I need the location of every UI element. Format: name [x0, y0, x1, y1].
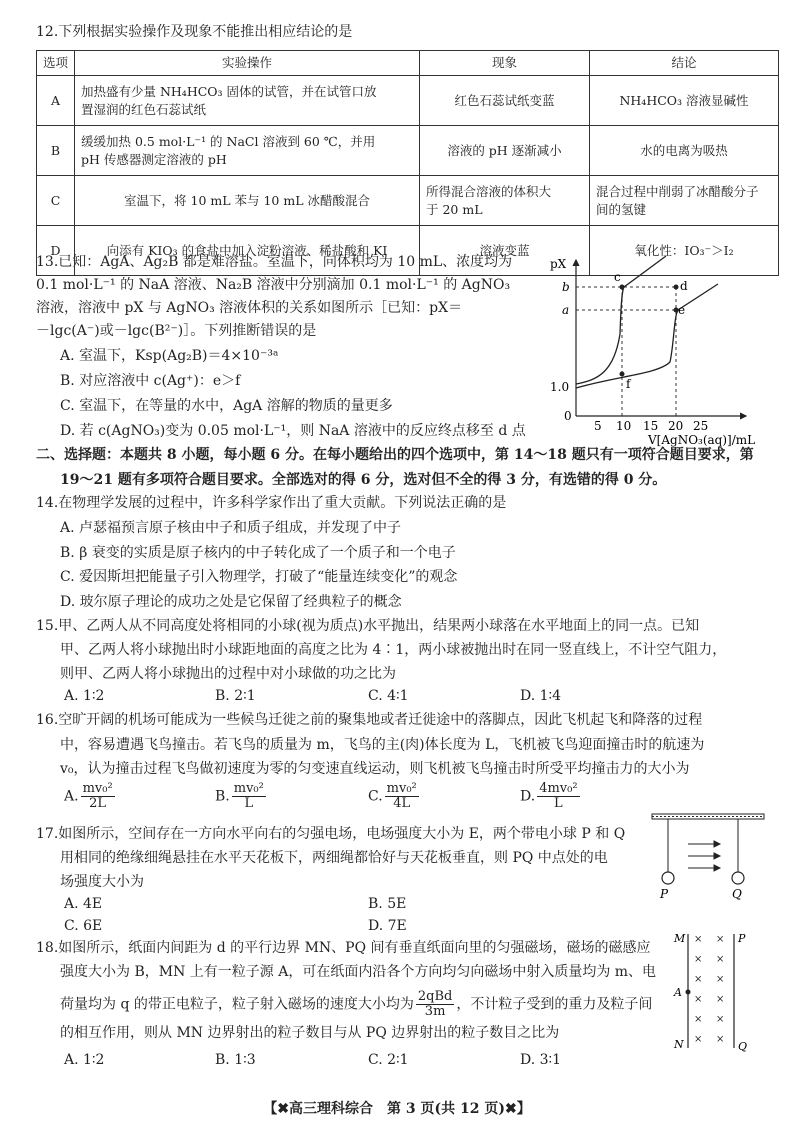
q16-line2: 中，容易遭遇飞鸟撞击。若飞鸟的质量为 m，飞鸟的主(肉)体长度为 L，飞机被飞鸟迎面撞击时的航速为	[60, 737, 705, 753]
label-p: P	[660, 887, 669, 900]
svg-text:×: ×	[694, 954, 703, 965]
q15-option-d: D. 1∶4	[520, 688, 562, 704]
q13-line2: 0.1 mol·L⁻¹ 的 NaA 溶液、Na₂B 溶液中分别滴加 0.1 mol·L⁻¹ 的 AgNO₃	[36, 277, 511, 293]
option-letter: D.	[520, 788, 536, 805]
row-conclusion	[590, 126, 779, 176]
label-p: P	[738, 932, 746, 945]
svg-text:×: ×	[716, 1014, 725, 1025]
table-header-row	[37, 51, 779, 76]
op-line1: 加热盛有少量 NH₄HCO₃ 固体的试管，并在试管口放	[81, 83, 377, 99]
header-conclusion: 结论	[590, 51, 779, 76]
q17-option-d: D. 7E	[368, 918, 407, 934]
q17-figure	[650, 812, 770, 900]
svg-text:×: ×	[716, 934, 725, 945]
numerator: 4mv₀²	[539, 781, 578, 796]
q17-option-b: B. 5E	[368, 896, 407, 912]
row-conclusion	[590, 176, 779, 226]
q16-option-b	[215, 782, 268, 811]
q13-option-b: B. 对应溶液中 c(Ag⁺)：e＞f	[60, 373, 241, 389]
header-option: 选项	[37, 51, 75, 76]
q15-line1: 15.甲、乙两人从不同高度处将相同的小球(视为质点)水平抛出，结果两小球落在水平地面上的同一点。已知	[36, 618, 700, 634]
q17-option-c: C. 6E	[64, 918, 103, 934]
svg-text:×: ×	[716, 1034, 725, 1045]
q18-line2: 强度大小为 B，MN 上有一粒子源 A，可在纸面内沿各个方向均匀向磁场中射入质量均为 m、电	[60, 964, 657, 980]
row-option: D	[37, 226, 75, 276]
y-tick-a: a	[562, 303, 570, 317]
label-n: N	[674, 1038, 684, 1051]
ball-q	[732, 872, 744, 884]
y-tick-b: b	[562, 280, 570, 294]
label-f: f	[626, 377, 631, 391]
q15-option-c: C. 4∶1	[368, 688, 409, 704]
numerator: mv₀²	[233, 781, 264, 796]
op-line1: 缓缓加热 0.5 mol·L⁻¹ 的 NaCl 溶液到 60 ℃，并用	[81, 133, 376, 149]
denominator: 3m	[424, 1004, 446, 1019]
row-option: B	[37, 126, 75, 176]
op-line2: pH 传感器测定溶液的 pH	[81, 151, 227, 167]
x-tick-25: 25	[693, 419, 709, 433]
source-a	[686, 990, 691, 995]
y-axis-label: pX	[550, 257, 567, 271]
q16-line3: v₀，认为撞击过程飞鸟做初速度为零的匀变速直线运动，则飞机被飞鸟撞击时所受平均撞击力的大小为	[60, 761, 690, 777]
q13-option-d: D. 若 c(AgNO₃)变为 0.05 mol·L⁻¹，则 NaA 溶液中的反应终点移至 d 点	[60, 423, 526, 439]
q17-line2: 用相同的绝缘细绳悬挂在水平天花板下，两细绳都恰好与天花板垂直，则 PQ 中点处的电	[60, 850, 608, 866]
svg-text:×: ×	[694, 934, 703, 945]
q13-line1: 13.已知：AgA、Ag₂B 都是难溶盐。室温下，向体积均为 10 mL、浓度均为	[36, 254, 513, 270]
denominator: L	[244, 796, 254, 811]
denominator: 4L	[393, 796, 411, 811]
phen-line1: 红色石蕊试纸变蓝	[454, 92, 555, 108]
svg-text:×: ×	[716, 994, 725, 1005]
page-footer: 【✖高三理科综合 第 3 页(共 12 页)✖】	[263, 1101, 531, 1117]
row-operation	[75, 176, 420, 226]
conc-line1: 氧化性：IO₃⁻＞I₂	[634, 242, 734, 258]
numerator: mv₀²	[386, 781, 417, 796]
row-phenomenon	[420, 176, 590, 226]
label-a: A	[674, 986, 682, 999]
text-segment: 荷量均为 q 的带正电粒子，粒子射入磁场的速度大小均为	[60, 996, 414, 1013]
conc-line1: NH₄HCO₃ 溶液显碱性	[619, 92, 749, 108]
fraction	[81, 782, 115, 811]
op-line2: 置湿润的红色石蕊试纸	[81, 101, 207, 117]
q16-option-d	[520, 782, 582, 811]
q14-option-a: A. 卢瑟福预言原子核由中子和质子组成，并发现了中子	[60, 520, 402, 536]
x-tick-10: 10	[616, 419, 632, 433]
svg-text:×: ×	[716, 954, 725, 965]
q15-line2: 甲、乙两人将小球抛出时小球距地面的高度之比为 4∶1，两小球被抛出时在同一竖直线上，不计空气阻力，	[60, 642, 727, 658]
op-line1: 室温下，将 10 mL 苯与 10 mL 冰醋酸混合	[124, 192, 370, 208]
q14-option-d: D. 玻尔原子理论的成功之处是它保留了经典粒子的概念	[60, 594, 402, 610]
x-axis-label: V[AgNO₃(aq)]/mL	[648, 433, 756, 447]
q18-option-a: A. 1∶2	[64, 1052, 105, 1068]
header-operation: 实验操作	[75, 51, 420, 76]
phen-line1: 溶液变蓝	[479, 242, 530, 258]
svg-text:×: ×	[694, 1014, 703, 1025]
option-letter: C.	[368, 788, 383, 805]
denominator: 2L	[89, 796, 107, 811]
phen-line1: 溶液的 pH 逐渐减小	[447, 142, 562, 158]
x-tick-15: 15	[643, 419, 659, 433]
q14-option-b: B. β 衰变的实质是原子核内的中子转化成了一个质子和一个电子	[60, 545, 456, 561]
label-q: Q	[732, 887, 742, 900]
table-row	[37, 126, 779, 176]
q15-option-a: A. 1∶2	[64, 688, 105, 704]
phen-line2: 于 20 mL	[426, 201, 483, 217]
q12-table	[36, 50, 779, 276]
x-tick-20: 20	[668, 419, 684, 433]
curve-na2b	[576, 284, 718, 388]
q13-line3: 溶液，溶液中 pX 与 AgNO₃ 溶液体积的关系如图所示［已知：pX＝	[36, 300, 463, 316]
q15-line3: 则甲、乙两人将小球抛出的过程中对小球做的功之比为	[60, 666, 396, 682]
section-title-line2: 19～21 题有多项符合题目要求。全部选对的得 6 分，选对但不全的得 3 分，有选错的得 0 分。	[60, 472, 667, 488]
q18-line1: 18.如图所示，纸面内间距为 d 的平行边界 MN、PQ 间有垂直纸面向里的匀强磁场，磁场的磁感应	[36, 940, 651, 956]
fraction	[385, 782, 419, 811]
x-tick-5: 5	[594, 419, 602, 433]
table-row	[37, 76, 779, 126]
numerator: mv₀²	[82, 781, 113, 796]
text-segment: ，不计粒子受到的重力及粒子间	[456, 996, 653, 1013]
label-d: d	[680, 279, 688, 293]
q18-line3	[60, 990, 652, 1019]
svg-text:×: ×	[694, 974, 703, 985]
numerator: 2qBd	[417, 989, 453, 1004]
q18-figure	[670, 930, 750, 1054]
q18-option-c: C. 2∶1	[368, 1052, 409, 1068]
header-phenomenon: 现象	[420, 51, 590, 76]
option-letter: A.	[64, 788, 79, 805]
curve-naa	[576, 256, 666, 384]
q13-chart	[548, 254, 788, 450]
option-letter: B.	[215, 788, 230, 805]
label-e: e	[678, 303, 686, 317]
y-tick-1: 1.0	[550, 380, 570, 394]
label-m: M	[674, 932, 686, 945]
label-c: c	[614, 270, 621, 284]
conc-line1: 水的电离为吸热	[640, 142, 728, 158]
q17-option-a: A. 4E	[64, 896, 103, 912]
fraction	[537, 782, 579, 811]
phen-line1: 所得混合溶液的体积大	[426, 183, 552, 199]
q18-line4: 的相互作用，则从 MN 边界射出的粒子数目与从 PQ 边界射出的粒子数目之比为	[60, 1025, 560, 1041]
point-c	[620, 285, 625, 290]
field-crosses	[694, 934, 724, 1045]
q17-line3: 场强度大小为	[60, 874, 144, 890]
label-q: Q	[738, 1040, 748, 1053]
q16-line1: 16.空旷开阔的机场可能成为一些候鸟迁徙之前的聚集地或者迁徙途中的落脚点，因此飞机起飞和降落的过程	[36, 712, 703, 728]
svg-text:×: ×	[694, 1034, 703, 1045]
svg-text:×: ×	[716, 974, 725, 985]
point-f	[620, 372, 625, 377]
q13-option-a: A. 室温下，Ksp(Ag₂B)＝4×10⁻³ᵃ	[60, 348, 279, 364]
denominator: L	[554, 796, 563, 811]
q18-option-d: D. 3∶1	[520, 1052, 562, 1068]
row-phenomenon	[420, 126, 590, 176]
q17-line1: 17.如图所示，空间存在一方向水平向右的匀强电场，电场强度大小为 E，两个带电小球 P 和 Q	[36, 826, 626, 842]
fraction	[416, 990, 454, 1019]
q14-stem: 14.在物理学发展的过程中，许多科学家作出了重大贡献。下列说法正确的是	[36, 495, 507, 511]
field-arrows	[688, 841, 720, 871]
q12-stem: 12.下列根据实验操作及现象不能推出相应结论的是	[36, 24, 353, 40]
op-line1: 向添有 KIO₃ 的食盐中加入淀粉溶液、稀盐酸和 KI	[106, 242, 388, 258]
svg-text:×: ×	[694, 994, 703, 1005]
row-option: C	[37, 176, 75, 226]
q15-option-b: B. 2∶1	[215, 688, 256, 704]
ball-p	[662, 872, 674, 884]
row-conclusion	[590, 76, 779, 126]
row-option: A	[37, 76, 75, 126]
row-operation	[75, 76, 420, 126]
q18-option-b: B. 1∶3	[215, 1052, 256, 1068]
conc-line2: 间的氢键	[596, 201, 647, 217]
q16-option-a	[64, 782, 117, 811]
fraction	[232, 782, 266, 811]
q13-line4: －lgc(A⁻)或－lgc(B²⁻)］。下列推断错误的是	[36, 323, 317, 339]
conc-line1: 混合过程中削弱了冰醋酸分子	[596, 183, 759, 199]
q16-option-c	[368, 782, 421, 811]
q13-option-c: C. 室温下，在等量的水中，AgA 溶解的物质的量更多	[60, 398, 393, 414]
row-operation	[75, 126, 420, 176]
section-title-line1: 二、选择题：本题共 8 小题，每小题 6 分。在每小题给出的四个选项中，第 14～18 题只有一项符合题目要求，第	[36, 447, 754, 463]
q14-option-c: C. 爱因斯坦把能量子引入物理学，打破了“能量连续变化”的观念	[60, 569, 458, 585]
table-row	[37, 176, 779, 226]
point-d	[674, 285, 679, 290]
row-phenomenon	[420, 76, 590, 126]
y-tick-0: 0	[564, 409, 572, 423]
